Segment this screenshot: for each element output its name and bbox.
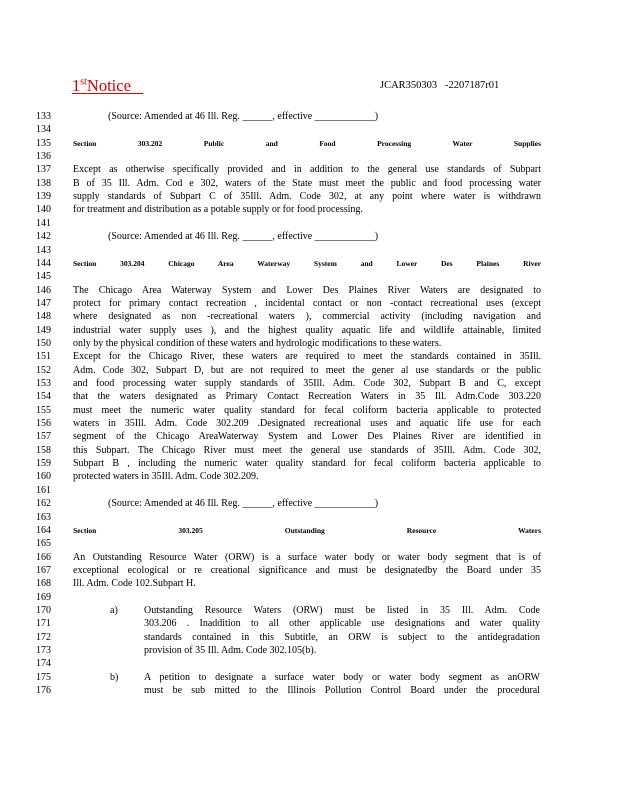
line-number: 145 <box>36 271 51 283</box>
line-number: 149 <box>36 324 51 336</box>
line-number: 140 <box>36 204 51 216</box>
line-number: 169 <box>36 591 51 603</box>
notice-heading: 1stNotice <box>72 76 131 95</box>
subparagraph-a-line: provision of 35 Ill. Adm. Code 302.105(b). <box>144 645 317 656</box>
line-number: 170 <box>36 604 51 616</box>
subparagraph-a-line: 303.206 . Inaddition to all other applicable use designations and water quality <box>144 618 540 630</box>
line-number: 164 <box>36 524 51 536</box>
line-number: 161 <box>36 484 51 496</box>
line-number: 134 <box>36 124 51 136</box>
text-line: protect for primary contact recreation , incidental contact or non -contact recreational uses (except <box>73 297 541 309</box>
line-number: 137 <box>36 164 51 176</box>
line-number: 174 <box>36 658 51 670</box>
text-line: only by the physical condition of these waters and hydrologic modifications to these waters. <box>73 337 442 349</box>
line-number: 173 <box>36 645 51 656</box>
line-number: 151 <box>36 351 51 363</box>
line-number: 139 <box>36 191 51 203</box>
line-number: 138 <box>36 177 51 189</box>
text-line: An Outstanding Resource Water (ORW) is a surface water body or water body segment that is of <box>73 551 541 563</box>
text-line: supply standards of Subpart C of 35Ill. Adm. Code 302, at any point where water is withdrawn <box>73 191 541 203</box>
subparagraph-label: b) <box>110 671 119 683</box>
line-number: 144 <box>36 257 51 269</box>
line-number: 150 <box>36 337 51 349</box>
line-number: 135 <box>36 137 51 149</box>
line-number: 171 <box>36 618 51 630</box>
line-number: 143 <box>36 244 51 256</box>
document-code: JCAR350303 -2207187r01 <box>380 80 500 91</box>
subparagraph-a-line: standards contained in this Subtitle, an ORW is subject to the antidegradation <box>144 631 540 643</box>
text-line: Adm. Code 302, Subpart D, but are not required to meet the gener al use standards or the public <box>73 364 541 376</box>
text-line: Except for the Chicago River, these waters are required to meet the standards contained in 35Ill. <box>73 351 541 363</box>
line-number: 158 <box>36 444 51 456</box>
line-number: 142 <box>36 231 51 243</box>
text-line: for treatment and distribution as a potable supply or for food processing. <box>73 204 363 216</box>
text-line: protected waters in 35Ill. Adm. Code 302.209. <box>73 471 259 483</box>
source-note: (Source: Amended at 46 Ill. Reg. ______, effective ____________) <box>108 231 379 243</box>
line-number: 147 <box>36 297 51 309</box>
line-number: 162 <box>36 498 51 510</box>
line-number: 148 <box>36 311 51 323</box>
text-line: segment of the Chicago AreaWaterway System and Lower Des Plaines River are identified in <box>73 431 541 443</box>
line-number: 155 <box>36 404 51 416</box>
line-number: 136 <box>36 151 51 163</box>
line-number: 157 <box>36 431 51 443</box>
line-number: 176 <box>36 685 51 697</box>
line-number: 159 <box>36 458 51 470</box>
section-heading: Section 303.205 Outstanding Resource Waters <box>73 525 541 535</box>
line-number: 172 <box>36 631 51 643</box>
line-number: 133 <box>36 111 51 122</box>
line-number: 146 <box>36 284 51 296</box>
line-number: 168 <box>36 578 51 590</box>
line-number: 152 <box>36 364 51 376</box>
text-line: waters in 35Ill. Adm. Code 302.209 .Designated recreational uses and aquatic life use for each <box>73 418 541 430</box>
text-line: must meet the numeric water quality standard for fecal coliform bacteria applicable to protected <box>73 404 541 416</box>
subparagraph-label: a) <box>110 604 118 616</box>
subparagraph-b-line: A petition to designate a surface water body or water body segment as anORW <box>144 671 540 683</box>
line-number: 141 <box>36 217 51 229</box>
text-line: and food processing water supply standards of 35Ill. Adm. Code 302, Subpart B and C, except <box>73 378 541 389</box>
line-number: 154 <box>36 391 51 403</box>
source-note: (Source: Amended at 46 Ill. Reg. ______, effective ____________) <box>108 111 379 122</box>
subparagraph-b-line: must be sub mitted to the Illinois Pollution Control Board under the procedural <box>144 685 540 697</box>
section-heading: Section 303.202 Public and Food Processing Water Supplies <box>73 138 541 148</box>
text-line: industrial water supply uses ), and the highest quality aquatic life and wildlife attainable, limited <box>73 324 541 336</box>
source-note: (Source: Amended at 46 Ill. Reg. ______, effective ____________) <box>108 498 379 510</box>
text-line: Ill. Adm. Code 102.Subpart H. <box>73 578 196 590</box>
text-line: The Chicago Area Waterway System and Lower Des Plaines River Waters are designated to <box>73 284 541 296</box>
line-number: 160 <box>36 471 51 483</box>
line-number: 175 <box>36 671 51 683</box>
subparagraph-a-line: Outstanding Resource Waters (ORW) must be listed in 35 Ill. Adm. Code <box>144 604 540 616</box>
text-line: where designated as non -recreational waters ), commercial activity (including navigation and <box>73 311 541 323</box>
line-number: 153 <box>36 378 51 389</box>
text-line: Subpart B , including the numeric water quality standard for fecal coliform bacteria applicable to <box>73 458 541 470</box>
text-line: that the waters designated as Primary Contact Recreation Waters in 35 Ill. Adm.Code 303.220 <box>73 391 541 403</box>
line-number: 163 <box>36 511 51 523</box>
text-line: Except as otherwise specifically provided and in addition to the general use standards of Subpart <box>73 164 541 176</box>
line-number: 165 <box>36 538 51 550</box>
line-number: 167 <box>36 564 51 576</box>
text-line: B of 35 Ill. Adm. Cod e 302, waters of the State must meet the public and food processing water <box>73 177 541 189</box>
text-line: this Subpart. The Chicago River must meet the general use standards of 35Ill. Adm. Code 302, <box>73 444 541 456</box>
line-number: 156 <box>36 418 51 430</box>
text-line: exceptional ecological or re creational significance and must be designatedby the Board under 35 <box>73 564 541 576</box>
line-number: 166 <box>36 551 51 563</box>
section-heading: Section 303.204 Chicago Area Waterway System and Lower Des Plaines River <box>73 258 541 268</box>
